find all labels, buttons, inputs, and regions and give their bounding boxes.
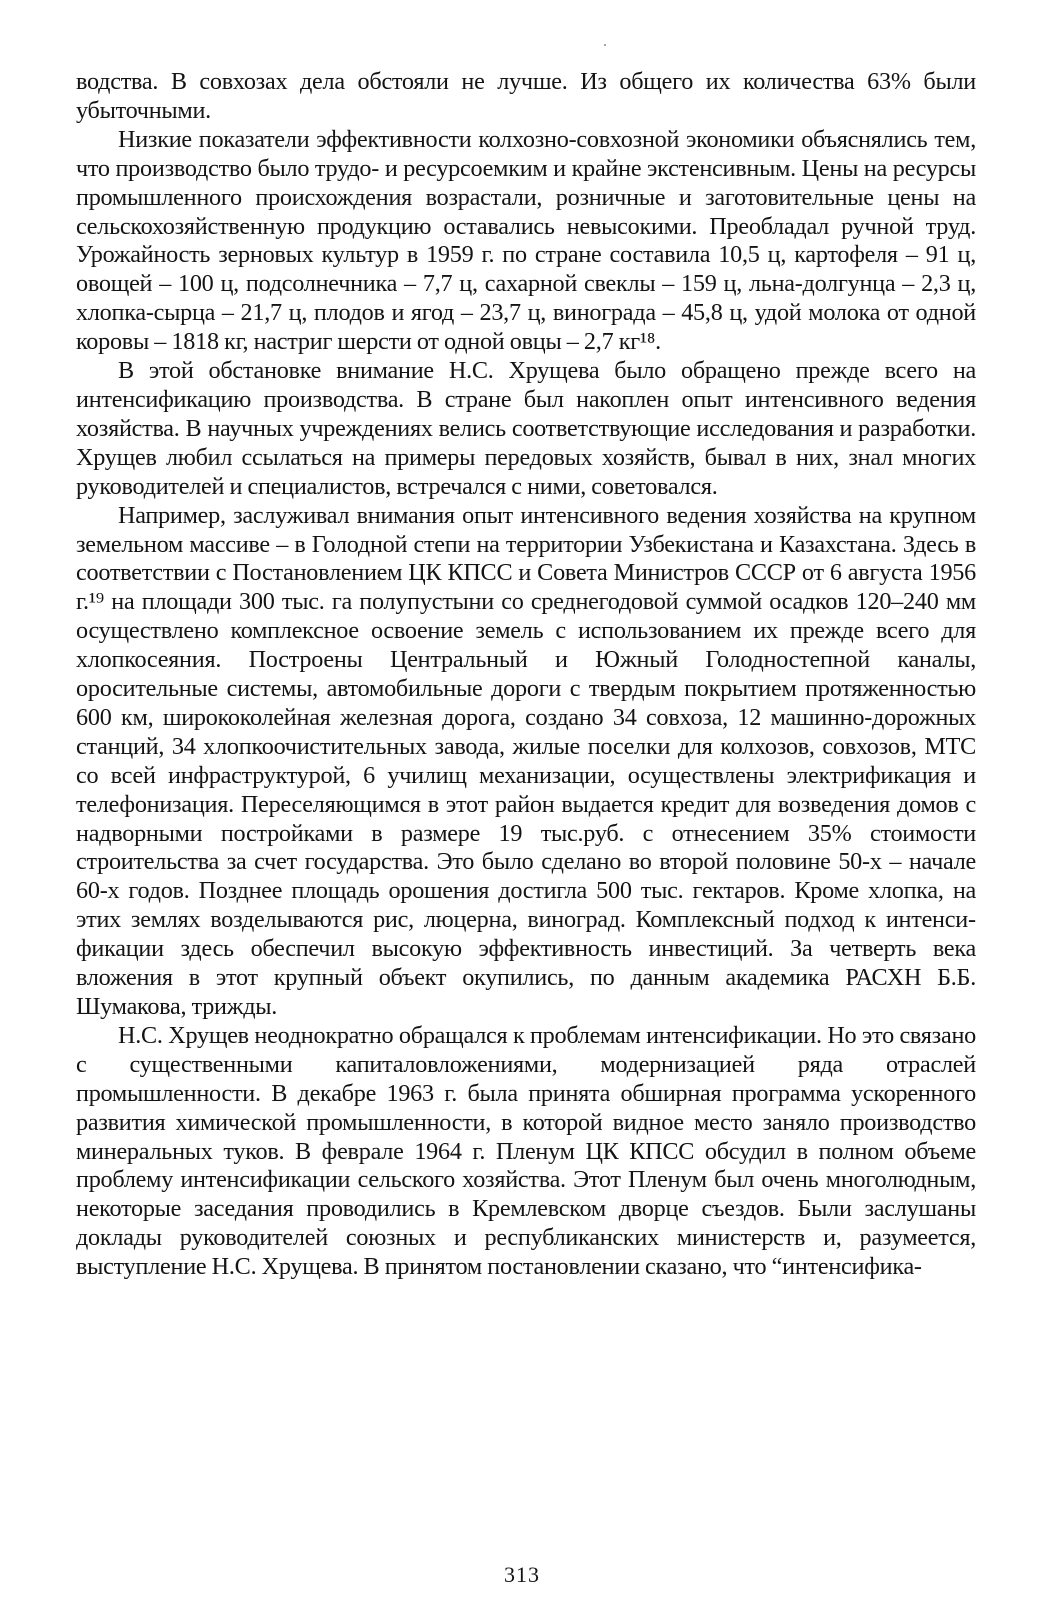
paragraph-4: Например, заслуживал внимания опыт интенсивного ведения хозяйства на крупном земельном массиве – в Голодной степи на территории Узбекистана и Казахстана. Здесь в соответствии с Постановлением ЦК КПСС и Совета Министров СССР от 6 августа 1956 г.¹⁹ на площади 300 тыс. га полупустыни со среднегодовой суммой осадков 120–240 мм осуществлено комплексное освоение земель с использованием их прежде всего для хлопкосеяния. Построены Центральный и Южный Голодностепной каналы, оросительные системы, автомобильные дороги с твердым покрытием протяженностью 600 км, ширококолейная железная дорога, создано 34 совхоза, 12 машинно-дорожных станций, 34 хлопкоочистительных завода, жилые поселки для колхозов, совхозов, МТС со всей инфраструктурой, 6 училищ механизации, осуществлены электрификация и телефонизация. Переселяющимся в этот район выдается кредит для возведения домов с надворными постройками в размере 19 тыс.руб. с отнесением 35% стоимости строительства за счет государства. Это было сделано во второй половине 50-х – начале 60-х годов. Позднее площадь орошения достигла 500 тыс. гектаров. Кроме хлопка, на этих землях возделываются рис, люцерна, виноград. Комплексный подход к интенсификации здесь обеспечил высокую эффективность инвестиций. За четверть века вложения в этот крупный объект окупились, по данным академика РАСХН Б.Б. Шумакова, трижды. (76, 501, 976, 1020)
page-body (76, 68, 976, 1282)
scan-speck (604, 44, 606, 46)
paragraph-3: В этой обстановке внимание Н.С. Хрущева было обращено прежде всего на интенсификацию производства. В стране был накоплен опыт интенсивного ведения хозяйства. В научных учреждениях велись соответствующие исследования и разработки. Хрущев любил ссылаться на примеры передовых хозяйств, бывал в них, знал многих руководителей и специалистов, встречался с ними, советовался. (76, 357, 976, 500)
page-number: 313 (504, 1562, 540, 1587)
paragraph-1: водства. В совхозах дела обстояли не лучше. Из общего их количества 63% были убыточными. (76, 68, 976, 124)
paragraph-2: Низкие показатели эффективности колхозно-совхозной экономики объяснялись тем, что производство было трудо- и ресурсоемким и крайне экстенсивным. Цены на ресурсы промышленного происхождения возрастали, розничные и заготовительные цены на сельскохозяйственную продукцию оставались невысокими. Преобладал ручной труд. Урожайность зерновых культур в 1959 г. по стране составила 10,5 ц, картофеля – 91 ц, овощей – 100 ц, подсолнечника – 7,7 ц, сахарной свеклы – 159 ц, льна-долгунца – 2,3 ц, хлопка-сырца – 21,7 ц, плодов и ягод – 23,7 ц, винограда – 45,8 ц, удой молока от одной коровы – 1818 кг, настриг шерсти от одной овцы – 2,7 кг¹⁸. (76, 125, 976, 356)
paragraph-5: Н.С. Хрущев неоднократно обращался к проблемам интенсификации. Но это связано с существенными капиталовложениями, модернизацией ряда отраслей промышленности. В декабре 1963 г. была принята обширная программа ускоренного развития химической промышленности, в которой видное место заняло производство минеральных туков. В феврале 1964 г. Пленум ЦК КПСС обсудил в полном объеме проблему интенсификации сельского хозяйства. Этот Пленум был очень многолюдным, некоторые заседания проводились в Кремлевском дворце съездов. Были заслушаны доклады руководителей союзных и республиканских министерств и, разумеется, выступление Н.С. Хрущева. В принятом постановлении сказано, что “интенсифика- (76, 1021, 976, 1281)
